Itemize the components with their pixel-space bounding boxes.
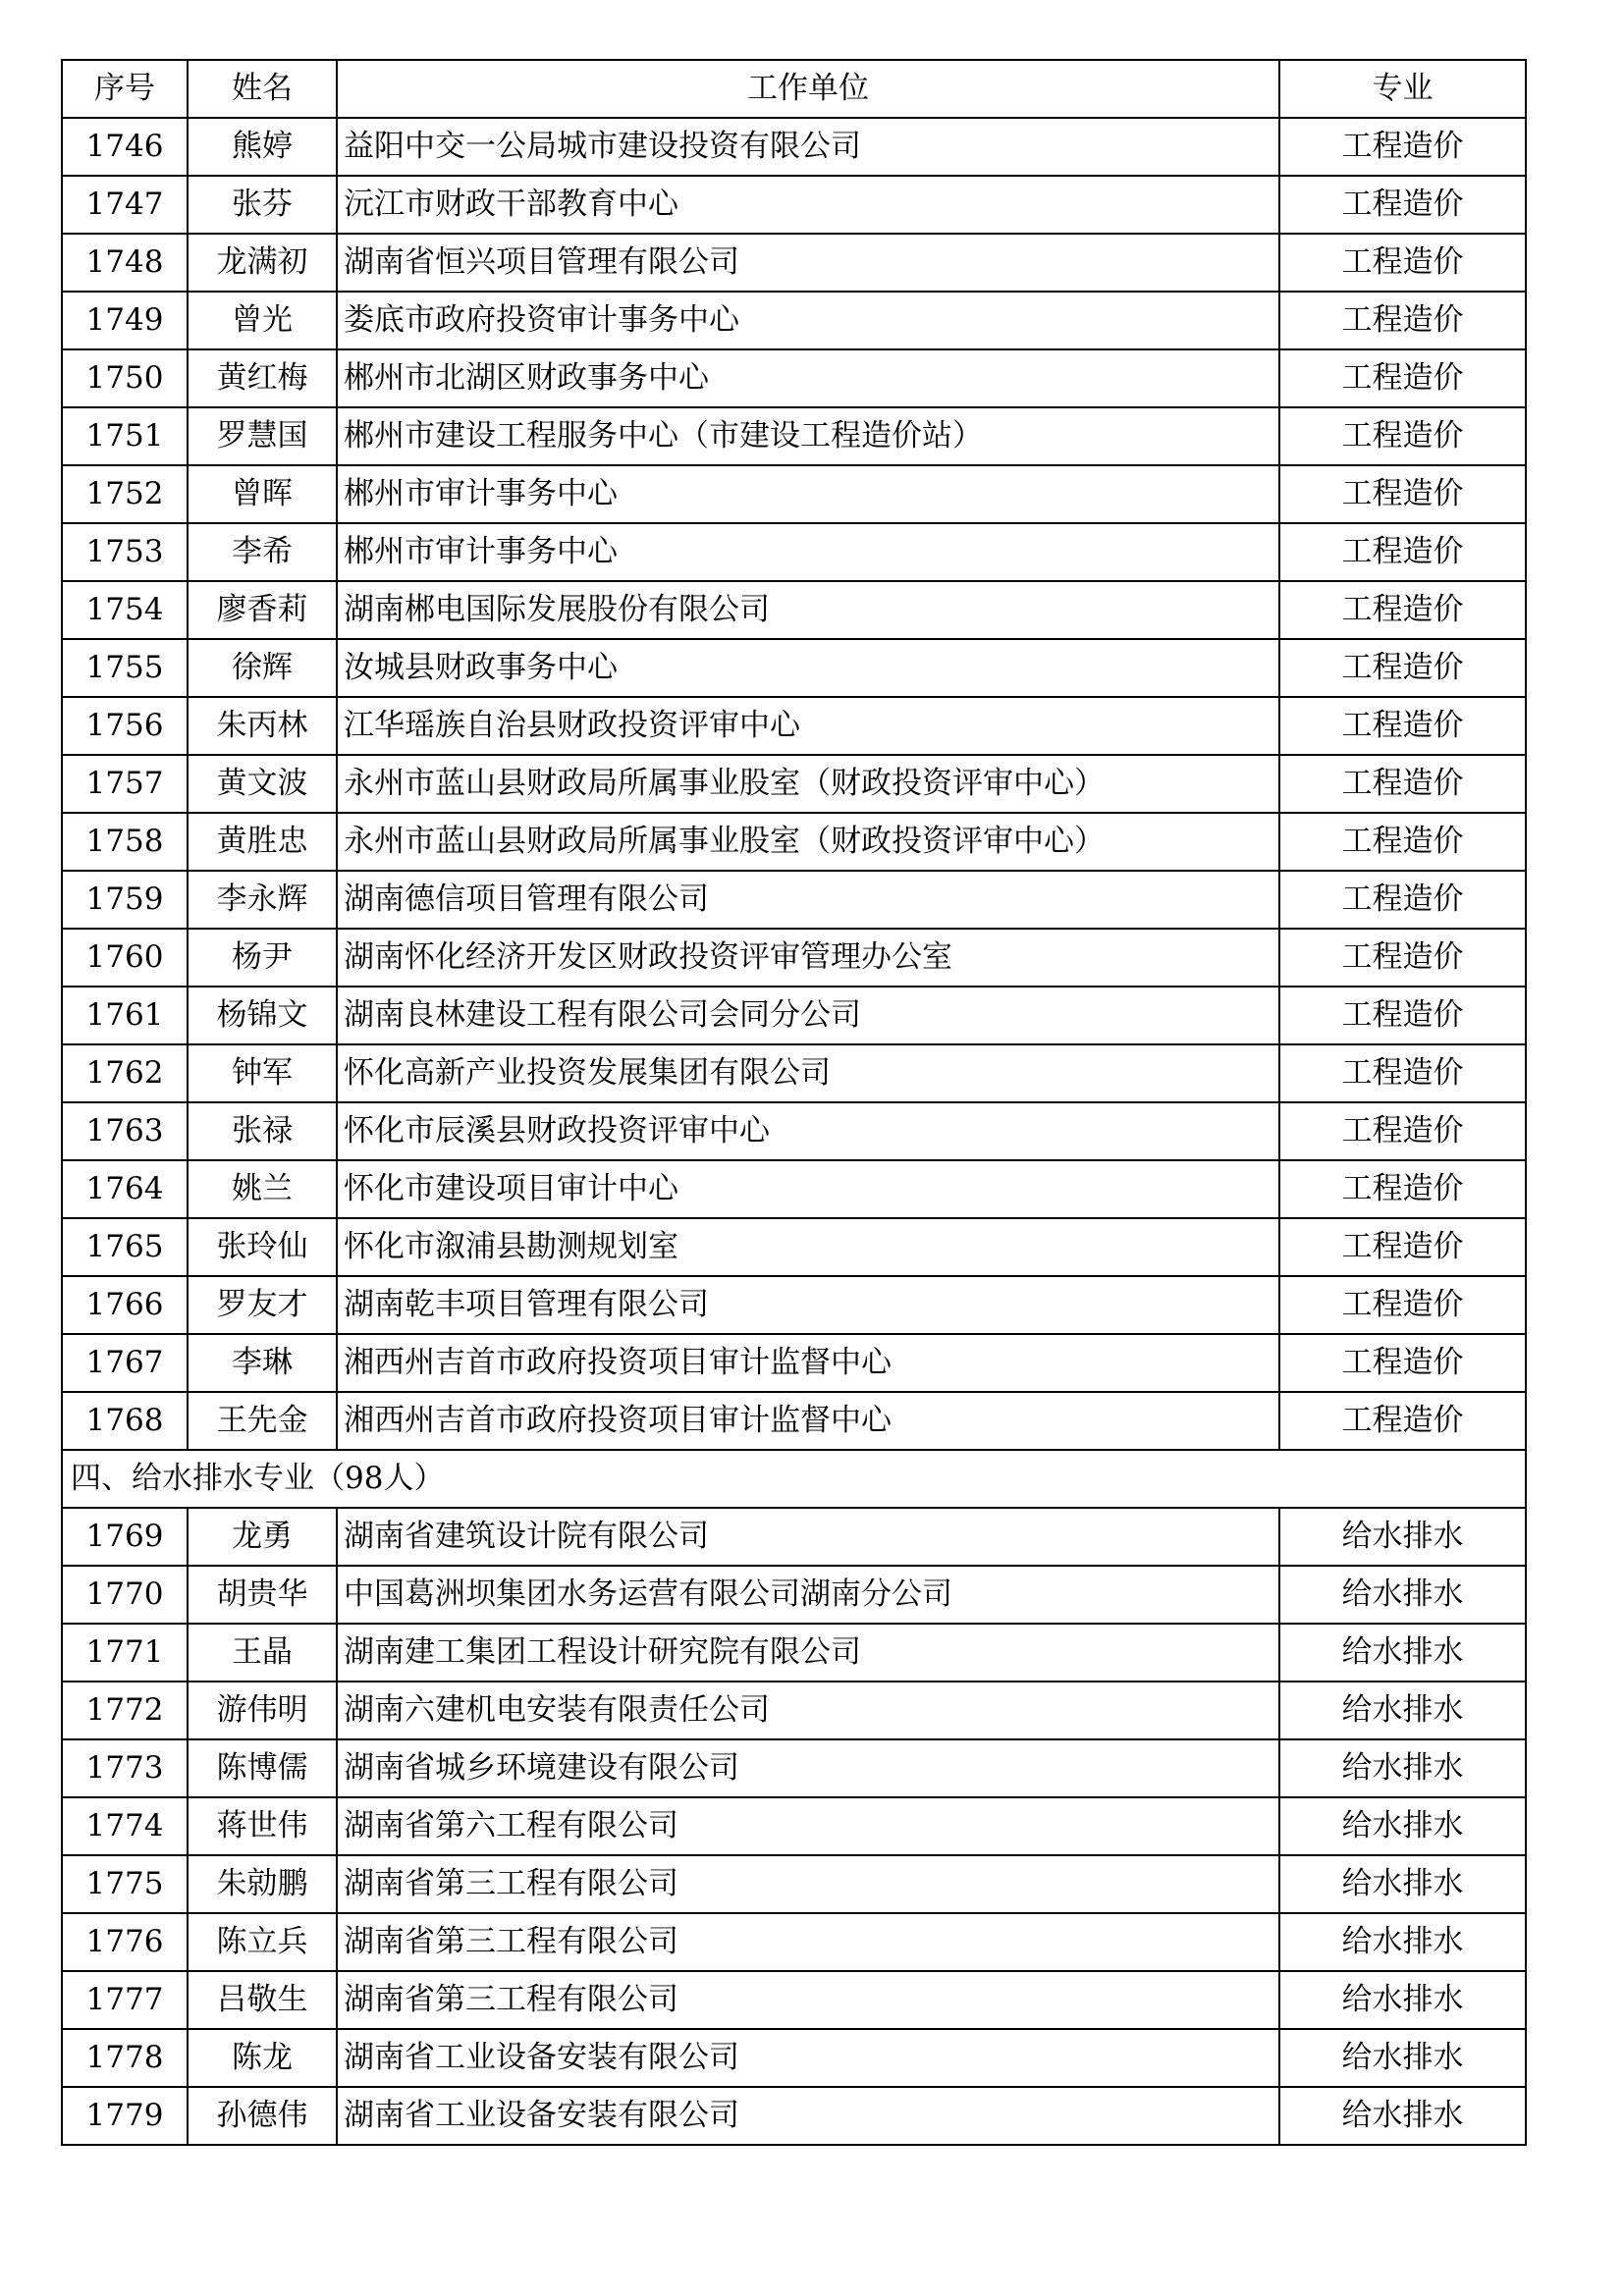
cell-unit: 湖南省第三工程有限公司	[337, 1971, 1279, 2029]
cell-no: 1768	[62, 1392, 188, 1450]
cell-unit: 湖南省城乡环境建设有限公司	[337, 1739, 1279, 1797]
table-row	[62, 1392, 1526, 1450]
cell-no: 1765	[62, 1218, 188, 1276]
cell-name: 陈龙	[188, 2029, 337, 2087]
cell-name: 陈博儒	[188, 1739, 337, 1797]
table-row	[62, 349, 1526, 407]
cell-no: 1771	[62, 1624, 188, 1682]
cell-no: 1758	[62, 813, 188, 871]
cell-no: 1759	[62, 871, 188, 929]
cell-unit: 湖南省恒兴项目管理有限公司	[337, 234, 1279, 292]
cell-name: 张芬	[188, 176, 337, 234]
table-row	[62, 118, 1526, 176]
table-row	[62, 523, 1526, 581]
table-row	[62, 1624, 1526, 1682]
header-no: 序号	[62, 60, 188, 118]
table-row	[62, 1566, 1526, 1624]
cell-unit: 汝城县财政事务中心	[337, 639, 1279, 697]
cell-no: 1752	[62, 465, 188, 523]
cell-name: 曾光	[188, 292, 337, 349]
table-row	[62, 1971, 1526, 2029]
cell-name: 王先金	[188, 1392, 337, 1450]
cell-name: 朱勍鹏	[188, 1855, 337, 1913]
cell-name: 蒋世伟	[188, 1797, 337, 1855]
table-row	[62, 1160, 1526, 1218]
cell-specialty: 给水排水	[1279, 2087, 1526, 2145]
cell-unit: 湖南乾丰项目管理有限公司	[337, 1276, 1279, 1334]
cell-unit: 湖南郴电国际发展股份有限公司	[337, 581, 1279, 639]
cell-name: 黄胜忠	[188, 813, 337, 871]
cell-no: 1761	[62, 987, 188, 1044]
cell-no: 1762	[62, 1044, 188, 1102]
header-name: 姓名	[188, 60, 337, 118]
cell-specialty: 给水排水	[1279, 1971, 1526, 2029]
cell-name: 张禄	[188, 1102, 337, 1160]
cell-specialty: 工程造价	[1279, 407, 1526, 465]
cell-unit: 娄底市政府投资审计事务中心	[337, 292, 1279, 349]
cell-name: 徐辉	[188, 639, 337, 697]
table-row	[62, 871, 1526, 929]
table-row	[62, 1334, 1526, 1392]
cell-unit: 湖南六建机电安装有限责任公司	[337, 1682, 1279, 1739]
cell-specialty: 工程造价	[1279, 1276, 1526, 1334]
section-heading: 四、给水排水专业（98人）	[62, 1450, 1526, 1508]
cell-no: 1746	[62, 118, 188, 176]
table-row	[62, 292, 1526, 349]
cell-specialty: 工程造价	[1279, 697, 1526, 755]
table-body-group1	[62, 118, 1526, 1450]
table-row	[62, 1913, 1526, 1971]
table-row	[62, 697, 1526, 755]
cell-name: 廖香莉	[188, 581, 337, 639]
cell-no: 1748	[62, 234, 188, 292]
cell-specialty: 给水排水	[1279, 1739, 1526, 1797]
cell-name: 游伟明	[188, 1682, 337, 1739]
cell-no: 1747	[62, 176, 188, 234]
cell-unit: 怀化市建设项目审计中心	[337, 1160, 1279, 1218]
table-row	[62, 1682, 1526, 1739]
cell-specialty: 工程造价	[1279, 176, 1526, 234]
cell-name: 黄红梅	[188, 349, 337, 407]
cell-no: 1751	[62, 407, 188, 465]
cell-specialty: 工程造价	[1279, 523, 1526, 581]
cell-no: 1763	[62, 1102, 188, 1160]
cell-unit: 郴州市北湖区财政事务中心	[337, 349, 1279, 407]
cell-specialty: 工程造价	[1279, 292, 1526, 349]
table-row	[62, 1276, 1526, 1334]
cell-no: 1774	[62, 1797, 188, 1855]
cell-no: 1750	[62, 349, 188, 407]
cell-specialty: 给水排水	[1279, 1508, 1526, 1566]
cell-specialty: 给水排水	[1279, 1913, 1526, 1971]
cell-no: 1767	[62, 1334, 188, 1392]
cell-unit: 湖南省第三工程有限公司	[337, 1913, 1279, 1971]
table-row	[62, 639, 1526, 697]
cell-specialty: 工程造价	[1279, 929, 1526, 987]
cell-unit: 湖南良林建设工程有限公司会同分公司	[337, 987, 1279, 1044]
table-row	[62, 1508, 1526, 1566]
table-row	[62, 929, 1526, 987]
cell-no: 1779	[62, 2087, 188, 2145]
cell-unit: 永州市蓝山县财政局所属事业股室（财政投资评审中心）	[337, 755, 1279, 813]
cell-unit: 湖南省工业设备安装有限公司	[337, 2029, 1279, 2087]
cell-name: 曾晖	[188, 465, 337, 523]
cell-unit: 江华瑶族自治县财政投资评审中心	[337, 697, 1279, 755]
cell-no: 1755	[62, 639, 188, 697]
cell-unit: 湖南省建筑设计院有限公司	[337, 1508, 1279, 1566]
cell-name: 龙勇	[188, 1508, 337, 1566]
cell-unit: 益阳中交一公局城市建设投资有限公司	[337, 118, 1279, 176]
cell-name: 杨锦文	[188, 987, 337, 1044]
cell-name: 钟军	[188, 1044, 337, 1102]
cell-no: 1769	[62, 1508, 188, 1566]
cell-unit: 湖南省第三工程有限公司	[337, 1855, 1279, 1913]
cell-specialty: 给水排水	[1279, 2029, 1526, 2087]
table-row	[62, 1218, 1526, 1276]
cell-no: 1756	[62, 697, 188, 755]
cell-specialty: 工程造价	[1279, 1044, 1526, 1102]
table-row	[62, 987, 1526, 1044]
cell-unit: 湖南怀化经济开发区财政投资评审管理办公室	[337, 929, 1279, 987]
cell-no: 1778	[62, 2029, 188, 2087]
cell-no: 1757	[62, 755, 188, 813]
table-row	[62, 1044, 1526, 1102]
table-row	[62, 407, 1526, 465]
cell-name: 朱丙林	[188, 697, 337, 755]
cell-unit: 郴州市审计事务中心	[337, 465, 1279, 523]
cell-unit: 沅江市财政干部教育中心	[337, 176, 1279, 234]
cell-name: 李琳	[188, 1334, 337, 1392]
cell-name: 黄文波	[188, 755, 337, 813]
table-row	[62, 813, 1526, 871]
cell-specialty: 给水排水	[1279, 1682, 1526, 1739]
cell-unit: 永州市蓝山县财政局所属事业股室（财政投资评审中心）	[337, 813, 1279, 871]
cell-name: 李永辉	[188, 871, 337, 929]
cell-specialty: 工程造价	[1279, 1102, 1526, 1160]
cell-unit: 湘西州吉首市政府投资项目审计监督中心	[337, 1392, 1279, 1450]
table-row	[62, 465, 1526, 523]
header-row	[62, 60, 1526, 118]
cell-specialty: 给水排水	[1279, 1797, 1526, 1855]
section-heading-body	[62, 1450, 1526, 1508]
cell-no: 1764	[62, 1160, 188, 1218]
table-row	[62, 1855, 1526, 1913]
roster-table	[61, 59, 1527, 2146]
cell-name: 王晶	[188, 1624, 337, 1682]
cell-specialty: 工程造价	[1279, 1392, 1526, 1450]
cell-no: 1766	[62, 1276, 188, 1334]
table-row	[62, 1739, 1526, 1797]
cell-unit: 怀化高新产业投资发展集团有限公司	[337, 1044, 1279, 1102]
table-row	[62, 2087, 1526, 2145]
cell-specialty: 工程造价	[1279, 639, 1526, 697]
cell-no: 1777	[62, 1971, 188, 2029]
cell-no: 1773	[62, 1739, 188, 1797]
cell-name: 张玲仙	[188, 1218, 337, 1276]
cell-specialty: 工程造价	[1279, 755, 1526, 813]
cell-name: 陈立兵	[188, 1913, 337, 1971]
cell-specialty: 工程造价	[1279, 1218, 1526, 1276]
cell-name: 龙满初	[188, 234, 337, 292]
cell-no: 1760	[62, 929, 188, 987]
cell-unit: 湘西州吉首市政府投资项目审计监督中心	[337, 1334, 1279, 1392]
cell-specialty: 工程造价	[1279, 234, 1526, 292]
table-row	[62, 581, 1526, 639]
section-heading-row	[62, 1450, 1526, 1508]
table-row	[62, 234, 1526, 292]
cell-unit: 郴州市审计事务中心	[337, 523, 1279, 581]
table-row	[62, 1102, 1526, 1160]
table-row	[62, 2029, 1526, 2087]
cell-name: 李希	[188, 523, 337, 581]
cell-specialty: 工程造价	[1279, 871, 1526, 929]
cell-unit: 湖南省第六工程有限公司	[337, 1797, 1279, 1855]
cell-specialty: 给水排水	[1279, 1855, 1526, 1913]
cell-no: 1770	[62, 1566, 188, 1624]
cell-specialty: 给水排水	[1279, 1624, 1526, 1682]
cell-no: 1753	[62, 523, 188, 581]
cell-name: 姚兰	[188, 1160, 337, 1218]
cell-unit: 湖南德信项目管理有限公司	[337, 871, 1279, 929]
cell-specialty: 工程造价	[1279, 987, 1526, 1044]
cell-name: 罗友才	[188, 1276, 337, 1334]
cell-unit: 郴州市建设工程服务中心（市建设工程造价站）	[337, 407, 1279, 465]
cell-name: 杨尹	[188, 929, 337, 987]
table-body-group2	[62, 1508, 1526, 2145]
table-row	[62, 755, 1526, 813]
cell-specialty: 工程造价	[1279, 1334, 1526, 1392]
cell-no: 1772	[62, 1682, 188, 1739]
header-specialty: 专业	[1279, 60, 1526, 118]
cell-specialty: 工程造价	[1279, 1160, 1526, 1218]
cell-specialty: 工程造价	[1279, 813, 1526, 871]
cell-specialty: 工程造价	[1279, 349, 1526, 407]
cell-unit: 湖南省工业设备安装有限公司	[337, 2087, 1279, 2145]
cell-no: 1776	[62, 1913, 188, 1971]
cell-name: 孙德伟	[188, 2087, 337, 2145]
cell-specialty: 工程造价	[1279, 118, 1526, 176]
cell-specialty: 工程造价	[1279, 581, 1526, 639]
cell-unit: 中国葛洲坝集团水务运营有限公司湖南分公司	[337, 1566, 1279, 1624]
cell-unit: 怀化市辰溪县财政投资评审中心	[337, 1102, 1279, 1160]
cell-name: 胡贵华	[188, 1566, 337, 1624]
table-row	[62, 176, 1526, 234]
cell-no: 1754	[62, 581, 188, 639]
cell-name: 罗慧国	[188, 407, 337, 465]
cell-no: 1749	[62, 292, 188, 349]
table-row	[62, 1797, 1526, 1855]
cell-name: 熊婷	[188, 118, 337, 176]
header-unit: 工作单位	[337, 60, 1279, 118]
cell-no: 1775	[62, 1855, 188, 1913]
cell-unit: 怀化市溆浦县勘测规划室	[337, 1218, 1279, 1276]
cell-specialty: 工程造价	[1279, 465, 1526, 523]
cell-unit: 湖南建工集团工程设计研究院有限公司	[337, 1624, 1279, 1682]
cell-specialty: 给水排水	[1279, 1566, 1526, 1624]
cell-name: 吕敬生	[188, 1971, 337, 2029]
